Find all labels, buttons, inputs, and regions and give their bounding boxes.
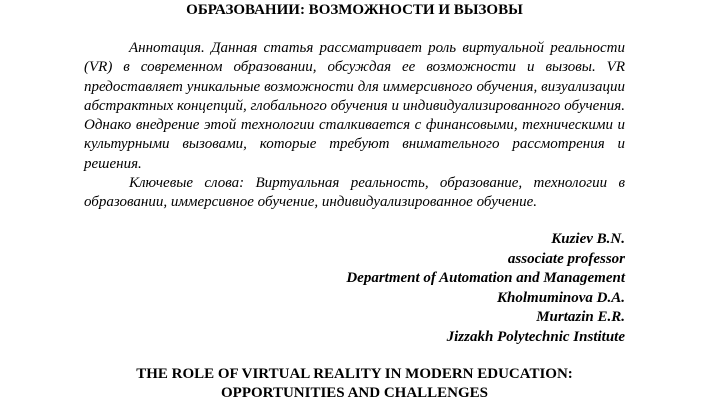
author-block (346, 230, 625, 347)
author-position: associate professor (507, 250, 625, 267)
author-name-1: Kuziev B.N. (551, 231, 625, 247)
author-name-3: Murtazin E.R. (536, 309, 625, 325)
author-institution: Jizzakh Polytechnic Institute (446, 328, 625, 345)
english-title-line-2: OPPORTUNITIES AND CHALLENGES (220, 385, 489, 401)
abstract-annotation: Аннотация. Данная статья рассматривает роль виртуальной реальности (VR) в современном образовании, обсуждая ее возможности и вызовы. VR предоставляет уникальные возможности для иммерсивного обучения, визуализации абстрактных концепций, глобального обучения и индивидуализированного обучения. Однако внедрение этой технологии сталкивается с финансовыми, техническими и культурными вызовами, которые требуют внимательного рассмотрения и решения. (84, 40, 625, 172)
english-title (0, 365, 709, 403)
russian-title-continuation: ОБРАЗОВАНИИ: ВОЗМОЖНОСТИ И ВЫЗОВЫ (186, 2, 523, 18)
author-name-2: Kholmuminova D.A. (497, 289, 625, 306)
english-title-line-1: THE ROLE OF VIRTUAL REALITY IN MODERN EDUCATION: (136, 366, 573, 382)
author-department: Department of Automation and Management (346, 270, 625, 286)
abstract-keywords: Ключевые слова: Виртуальная реальность, образование, технологии в образовании, иммерсивное обучение, индивидуализированное обучение. (84, 175, 625, 211)
abstract-block (84, 39, 625, 213)
